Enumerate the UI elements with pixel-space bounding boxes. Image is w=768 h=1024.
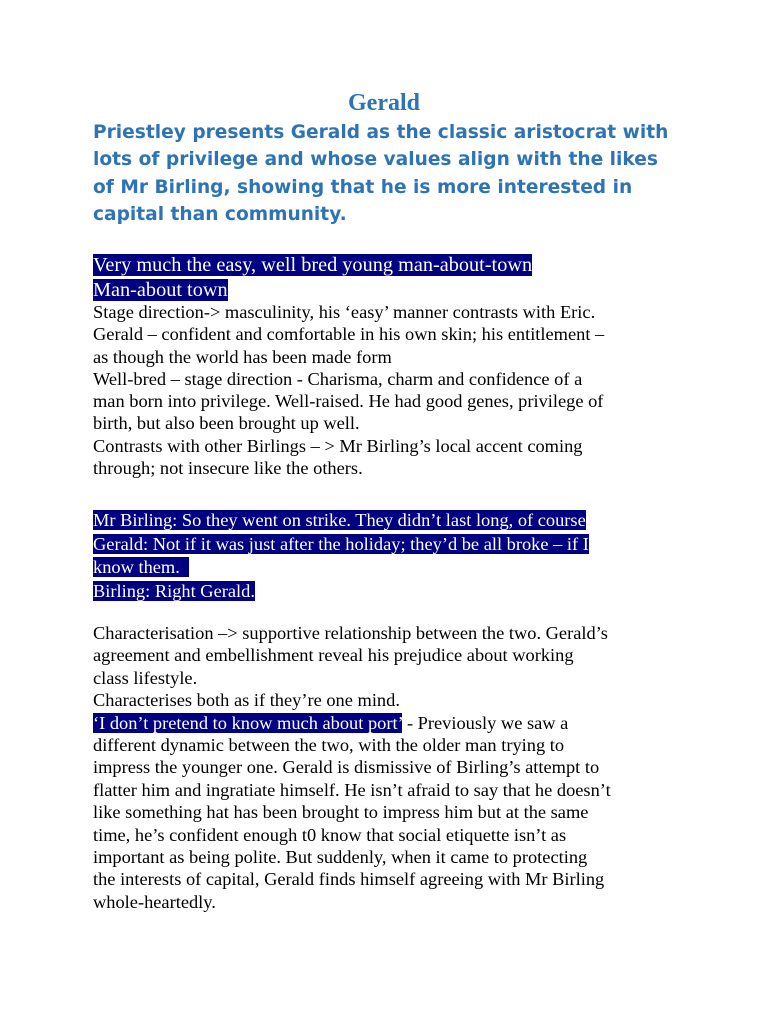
text-line: agreement and embellishment reveal his prejudice about working xyxy=(93,645,574,666)
text-line: man born into privilege. Well-raised. He had good genes, privilege of xyxy=(93,391,604,412)
text-line: the interests of capital, Gerald finds himself agreeing with Mr Birling xyxy=(93,869,605,890)
quote-stage-direction xyxy=(93,253,693,302)
text-line xyxy=(93,712,693,734)
quote-commentary: - Previously we saw a xyxy=(402,712,569,733)
analysis-paragraph-2 xyxy=(93,622,693,913)
text-line: different dynamic between the two, with the older man trying to xyxy=(93,735,565,756)
highlighted-quote-line: know them. xyxy=(93,557,190,577)
quote-dialogue xyxy=(93,509,693,603)
highlighted-quote-line: Gerald: Not if it was just after the holiday; they’d be all broke – if I xyxy=(93,533,589,554)
text-line: time, he’s confident enough t0 know that social etiquette isn’t as xyxy=(93,824,567,845)
text-line: important as being polite. But suddenly, when it came to protecting xyxy=(93,847,588,868)
text-line: as though the world has been made form xyxy=(93,346,392,367)
text-line: flatter him and ingratiate himself. He isn’t afraid to say that he doesn’t xyxy=(93,779,611,800)
highlighted-quote-line: Mr Birling: So they went on strike. They didn’t last long, of course xyxy=(93,510,586,530)
text-line: class lifestyle. xyxy=(93,667,198,688)
thesis-subtitle: Priestley presents Gerald as the classic aristocrat with lots of privilege and whose values align with the likes of Mr Birling, showing that he is more interested in capital than community. xyxy=(93,122,669,225)
text-line: Characterisation –> supportive relationship between the two. Gerald’s xyxy=(93,623,608,643)
text-line: through; not insecure like the others. xyxy=(93,458,363,479)
text-line: Characterises both as if they’re one mind. xyxy=(93,690,400,711)
text-line: Gerald – confident and comfortable in his own skin; his entitlement – xyxy=(93,324,605,345)
highlighted-quote-port: ‘I don’t pretend to know much about port’ xyxy=(93,712,403,733)
analysis-paragraph-1 xyxy=(93,301,693,479)
highlighted-quote-line: Very much the easy, well bred young man-about-town xyxy=(93,254,533,276)
text-line: birth, but also been brought up well. xyxy=(93,413,360,434)
text-line: whole-heartedly. xyxy=(93,891,216,912)
text-line: Contrasts with other Birlings – > Mr Birling’s local accent coming xyxy=(93,435,583,456)
page-title: Gerald xyxy=(348,90,420,116)
highlighted-quote-line: Man-about town xyxy=(93,278,228,301)
text-line: Well-bred – stage direction - Charisma, charm and confidence of a xyxy=(93,368,583,389)
text-line: Stage direction-> masculinity, his ‘easy’ manner contrasts with Eric. xyxy=(93,302,596,322)
highlighted-quote-line: Birling: Right Gerald. xyxy=(93,580,255,601)
text-line: like something hat has been brought to impress him but at the same xyxy=(93,802,589,823)
text-line: impress the younger one. Gerald is dismissive of Birling’s attempt to xyxy=(93,757,600,778)
